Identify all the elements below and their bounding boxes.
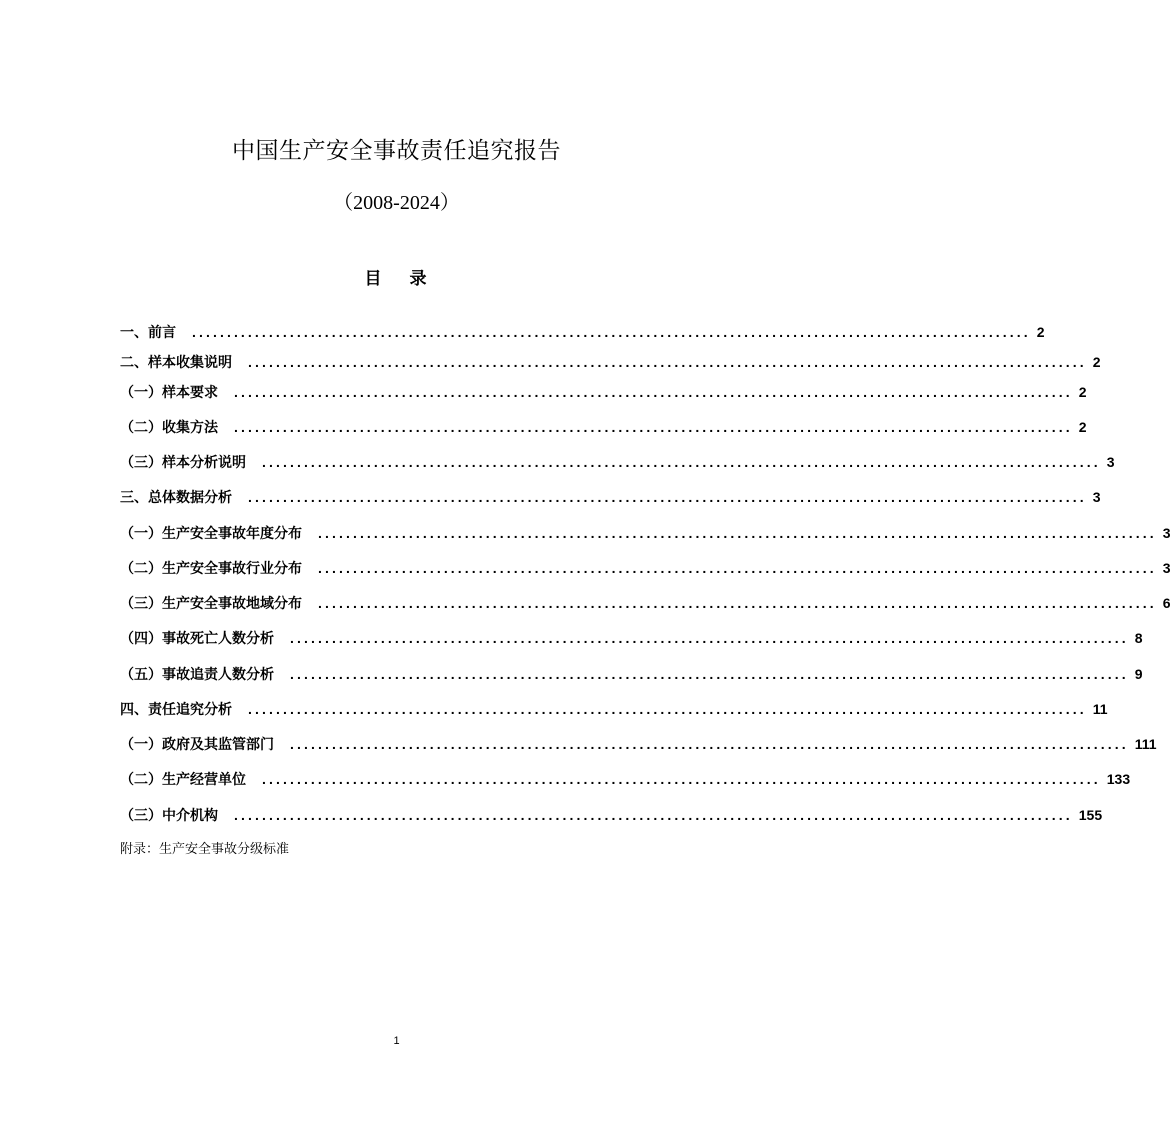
toc-entry-page: 3	[1106, 454, 1115, 470]
toc-entry-page: 155	[1078, 807, 1103, 823]
page-number: 1	[393, 1035, 400, 1047]
toc-dot-leader: ........................................................................................................................	[290, 666, 1129, 682]
toc-dot-leader: ........................................................................................................................	[234, 419, 1073, 435]
toc-dot-leader: ........................................................................................................................	[248, 701, 1087, 717]
toc-entry-label: （三）样本分析说明	[120, 455, 246, 471]
toc-entry-accountability-count[interactable]	[120, 663, 1143, 685]
toc-entry-page: 6	[1162, 595, 1171, 611]
toc-entry-preface[interactable]	[120, 321, 1045, 343]
toc-dot-leader: ........................................................................................................................	[318, 525, 1157, 541]
toc-entry-industry-distribution[interactable]	[120, 557, 1171, 579]
toc-dot-leader: ........................................................................................................................	[234, 384, 1073, 400]
toc-entry-label: （二）收集方法	[120, 420, 218, 436]
toc-entry-page: 8	[1134, 630, 1143, 646]
toc-dot-leader: ........................................................................................................................	[248, 489, 1087, 505]
appendix-note: 附录：生产安全事故分级标准	[120, 842, 290, 857]
toc-heading: 目 录	[364, 269, 429, 289]
toc-entry-label: 三、总体数据分析	[120, 490, 232, 506]
toc-entry-label: （二）生产经营单位	[120, 772, 246, 788]
document-subtitle: （2008-2024）	[333, 192, 460, 214]
toc-entry-page: 3	[1162, 525, 1171, 541]
toc-entry-page: 2	[1078, 384, 1087, 400]
toc-dot-leader: ........................................................................................................................	[248, 354, 1087, 370]
toc-entry-label: （三）中介机构	[120, 808, 218, 824]
toc-dot-leader: ........................................................................................................................	[290, 736, 1129, 752]
toc-entry-label: （三）生产安全事故地域分布	[120, 596, 302, 612]
toc-entry-label: （一）样本要求	[120, 385, 218, 401]
toc-entry-page: 11	[1092, 701, 1108, 717]
toc-entry-production-units[interactable]	[120, 768, 1131, 790]
toc-entry-collection-method[interactable]	[120, 416, 1087, 438]
toc-entry-label: （五）事故追责人数分析	[120, 667, 274, 683]
toc-entry-label: 一、前言	[120, 325, 176, 341]
toc-entry-sample-analysis[interactable]	[120, 451, 1115, 473]
toc-entry-accountability-analysis[interactable]	[120, 698, 1108, 720]
toc-entry-sample-collection[interactable]	[120, 351, 1101, 373]
toc-entry-page: 2	[1092, 354, 1101, 370]
toc-entry-label: 四、责任追究分析	[120, 702, 232, 718]
toc-entry-government[interactable]	[120, 733, 1157, 755]
toc-entry-page: 3	[1092, 489, 1101, 505]
document-title: 中国生产安全事故责任追究报告	[232, 138, 561, 164]
toc-dot-leader: ........................................................................................................................	[318, 595, 1157, 611]
toc-entry-annual-distribution[interactable]	[120, 522, 1171, 544]
toc-entry-label: （一）政府及其监管部门	[120, 737, 274, 753]
toc-entry-sample-requirements[interactable]	[120, 381, 1087, 403]
toc-entry-page: 9	[1134, 666, 1143, 682]
toc-entry-intermediaries[interactable]	[120, 804, 1103, 826]
toc-entry-fatality-analysis[interactable]	[120, 627, 1143, 649]
toc-dot-leader: ........................................................................................................................	[318, 560, 1157, 576]
toc-entry-label: （一）生产安全事故年度分布	[120, 526, 302, 542]
toc-dot-leader: ........................................................................................................................	[262, 454, 1101, 470]
toc-entry-page: 111	[1134, 736, 1157, 752]
toc-entry-overall-analysis[interactable]	[120, 486, 1101, 508]
toc-entry-regional-distribution[interactable]	[120, 592, 1171, 614]
toc-dot-leader: ........................................................................................................................	[290, 630, 1129, 646]
toc-dot-leader: ........................................................................................................................	[192, 324, 1031, 340]
toc-dot-leader: ........................................................................................................................	[234, 807, 1073, 823]
toc-entry-label: （二）生产安全事故行业分布	[120, 561, 302, 577]
toc-entry-page: 2	[1036, 324, 1045, 340]
toc-entry-page: 3	[1162, 560, 1171, 576]
toc-entry-page: 2	[1078, 419, 1087, 435]
toc-entry-label: 二、样本收集说明	[120, 355, 232, 371]
toc-entry-label: （四）事故死亡人数分析	[120, 631, 274, 647]
toc-entry-page: 133	[1106, 771, 1131, 787]
toc-dot-leader: ........................................................................................................................	[262, 771, 1101, 787]
